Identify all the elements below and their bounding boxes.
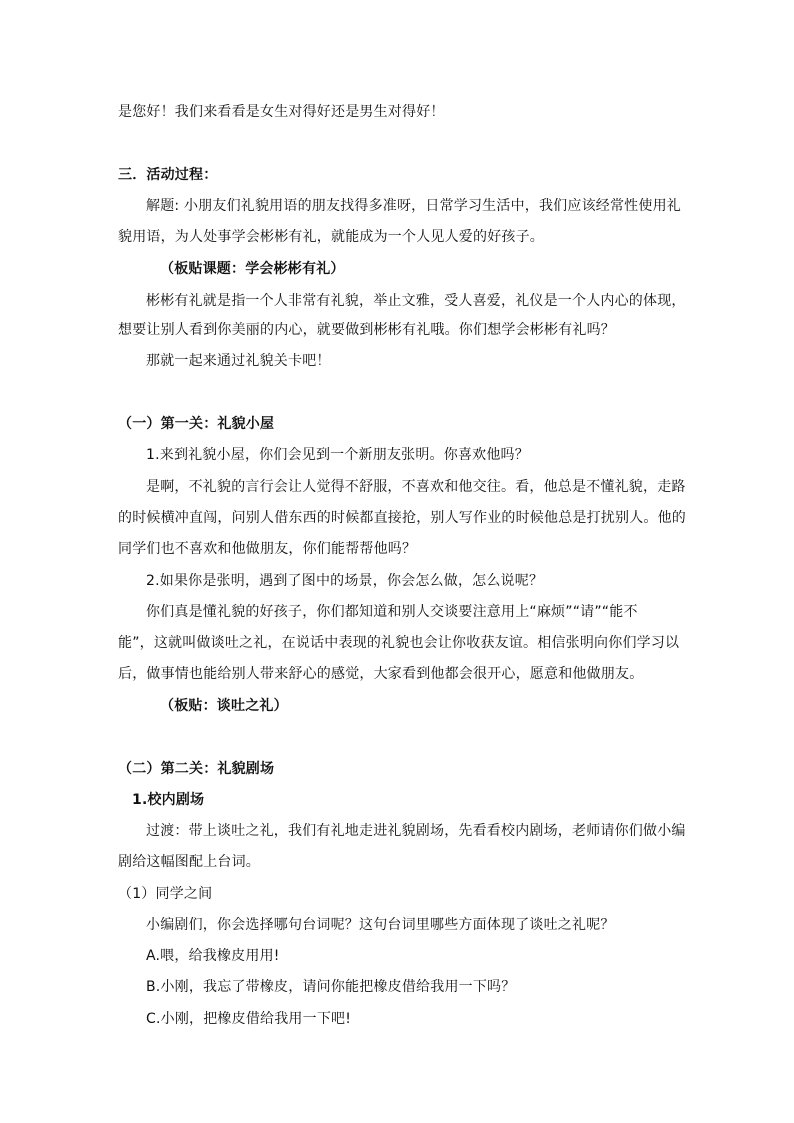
paragraph-courtesy-line-1: 彬彬有礼就是指一个人非常有礼貌，举止文雅，受人喜爱，礼仪是一个人内心的体现，: [146, 293, 686, 309]
board-topic-note: （板贴课题：学会彬彬有礼）: [160, 261, 345, 277]
paragraph-courtesy-line-3: 那就一起来通过礼貌关卡吧！: [146, 353, 331, 369]
paragraph-manners-line-1: 你们真是懂礼貌的好孩子，你们都知道和别人交谈要注意用上“麻烦”“请”“能不: [146, 604, 638, 620]
paragraph-manners-line-3: 后，做事情也能给别人带来舒心的感觉，大家看到他都会很开心，愿意和他做朋友。: [118, 666, 644, 682]
question-choose-line: 小编剧们，你会选择哪句台词呢？这句台词里哪些方面体现了谈吐之礼呢？: [146, 917, 615, 933]
text-line-continuation: 是您好！我们来看看是女生对得好还是男生对得好！: [118, 104, 445, 120]
option-b: B.小刚，我忘了带橡皮，请问你能把橡皮借给我用一下吗？: [146, 979, 516, 995]
paragraph-intro-line-1: 解题: 小朋友们礼貌用语的朋友找得多准呀，日常学习生活中，我们应该经常性使用礼: [146, 198, 681, 214]
paragraph-intro-line-2: 貌用语，为人处事学会彬彬有礼，就能成为一个人见人爱的好孩子。: [118, 229, 544, 245]
item-2-question: 2.如果你是张明，遇到了图中的场景，你会怎么做，怎么说呢？: [146, 573, 544, 589]
subsection-heading-level-1: （一）第一关：礼貌小屋: [118, 416, 275, 432]
option-a: A.喂，给我橡皮用用!: [146, 948, 280, 964]
option-c: C.小刚，把橡皮借给我用一下吧!: [146, 1011, 352, 1027]
paragraph-transition-line-2: 剧给这幅图配上台词。: [118, 854, 260, 870]
paragraph-zhangming-line-2: 的时候横冲直闯，问别人借东西的时候都直接抢，别人写作业的时候他总是打扰别人。他的: [118, 510, 686, 526]
subsection-heading-level-2: （二）第二关：礼貌剧场: [118, 761, 275, 777]
paragraph-zhangming-line-1: 是啊，不礼貌的言行会让人觉得不舒服，不喜欢和他交往。看，他总是不懂礼貌，走路: [146, 479, 686, 495]
sub-item-between-classmates: （1）同学之间: [118, 886, 213, 902]
paragraph-transition-line-1: 过渡：带上谈吐之礼，我们有礼地走进礼貌剧场，先看看校内剧场，老师请你们做小编: [146, 823, 686, 839]
paragraph-manners-line-2: 能”，这就叫做谈吐之礼，在说话中表现的礼貌也会让你收获友谊。相信张明向你们学习以: [118, 635, 680, 651]
paragraph-courtesy-line-2: 想要让别人看到你美丽的内心，就要做到彬彬有礼哦。你们想学会彬彬有礼吗？: [118, 322, 615, 338]
board-note-speech-etiquette: （板贴：谈吐之礼）: [160, 698, 288, 714]
section-heading-activity-process: 三．活动过程：: [118, 167, 218, 183]
paragraph-zhangming-line-3: 同学们也不喜欢和他做朋友，你们能帮帮他吗？: [118, 541, 417, 557]
item-1-question: 1.来到礼貌小屋，你们会见到一个新朋友张明。你喜欢他吗？: [146, 447, 529, 463]
item-school-theater: 1.校内剧场: [132, 792, 205, 808]
